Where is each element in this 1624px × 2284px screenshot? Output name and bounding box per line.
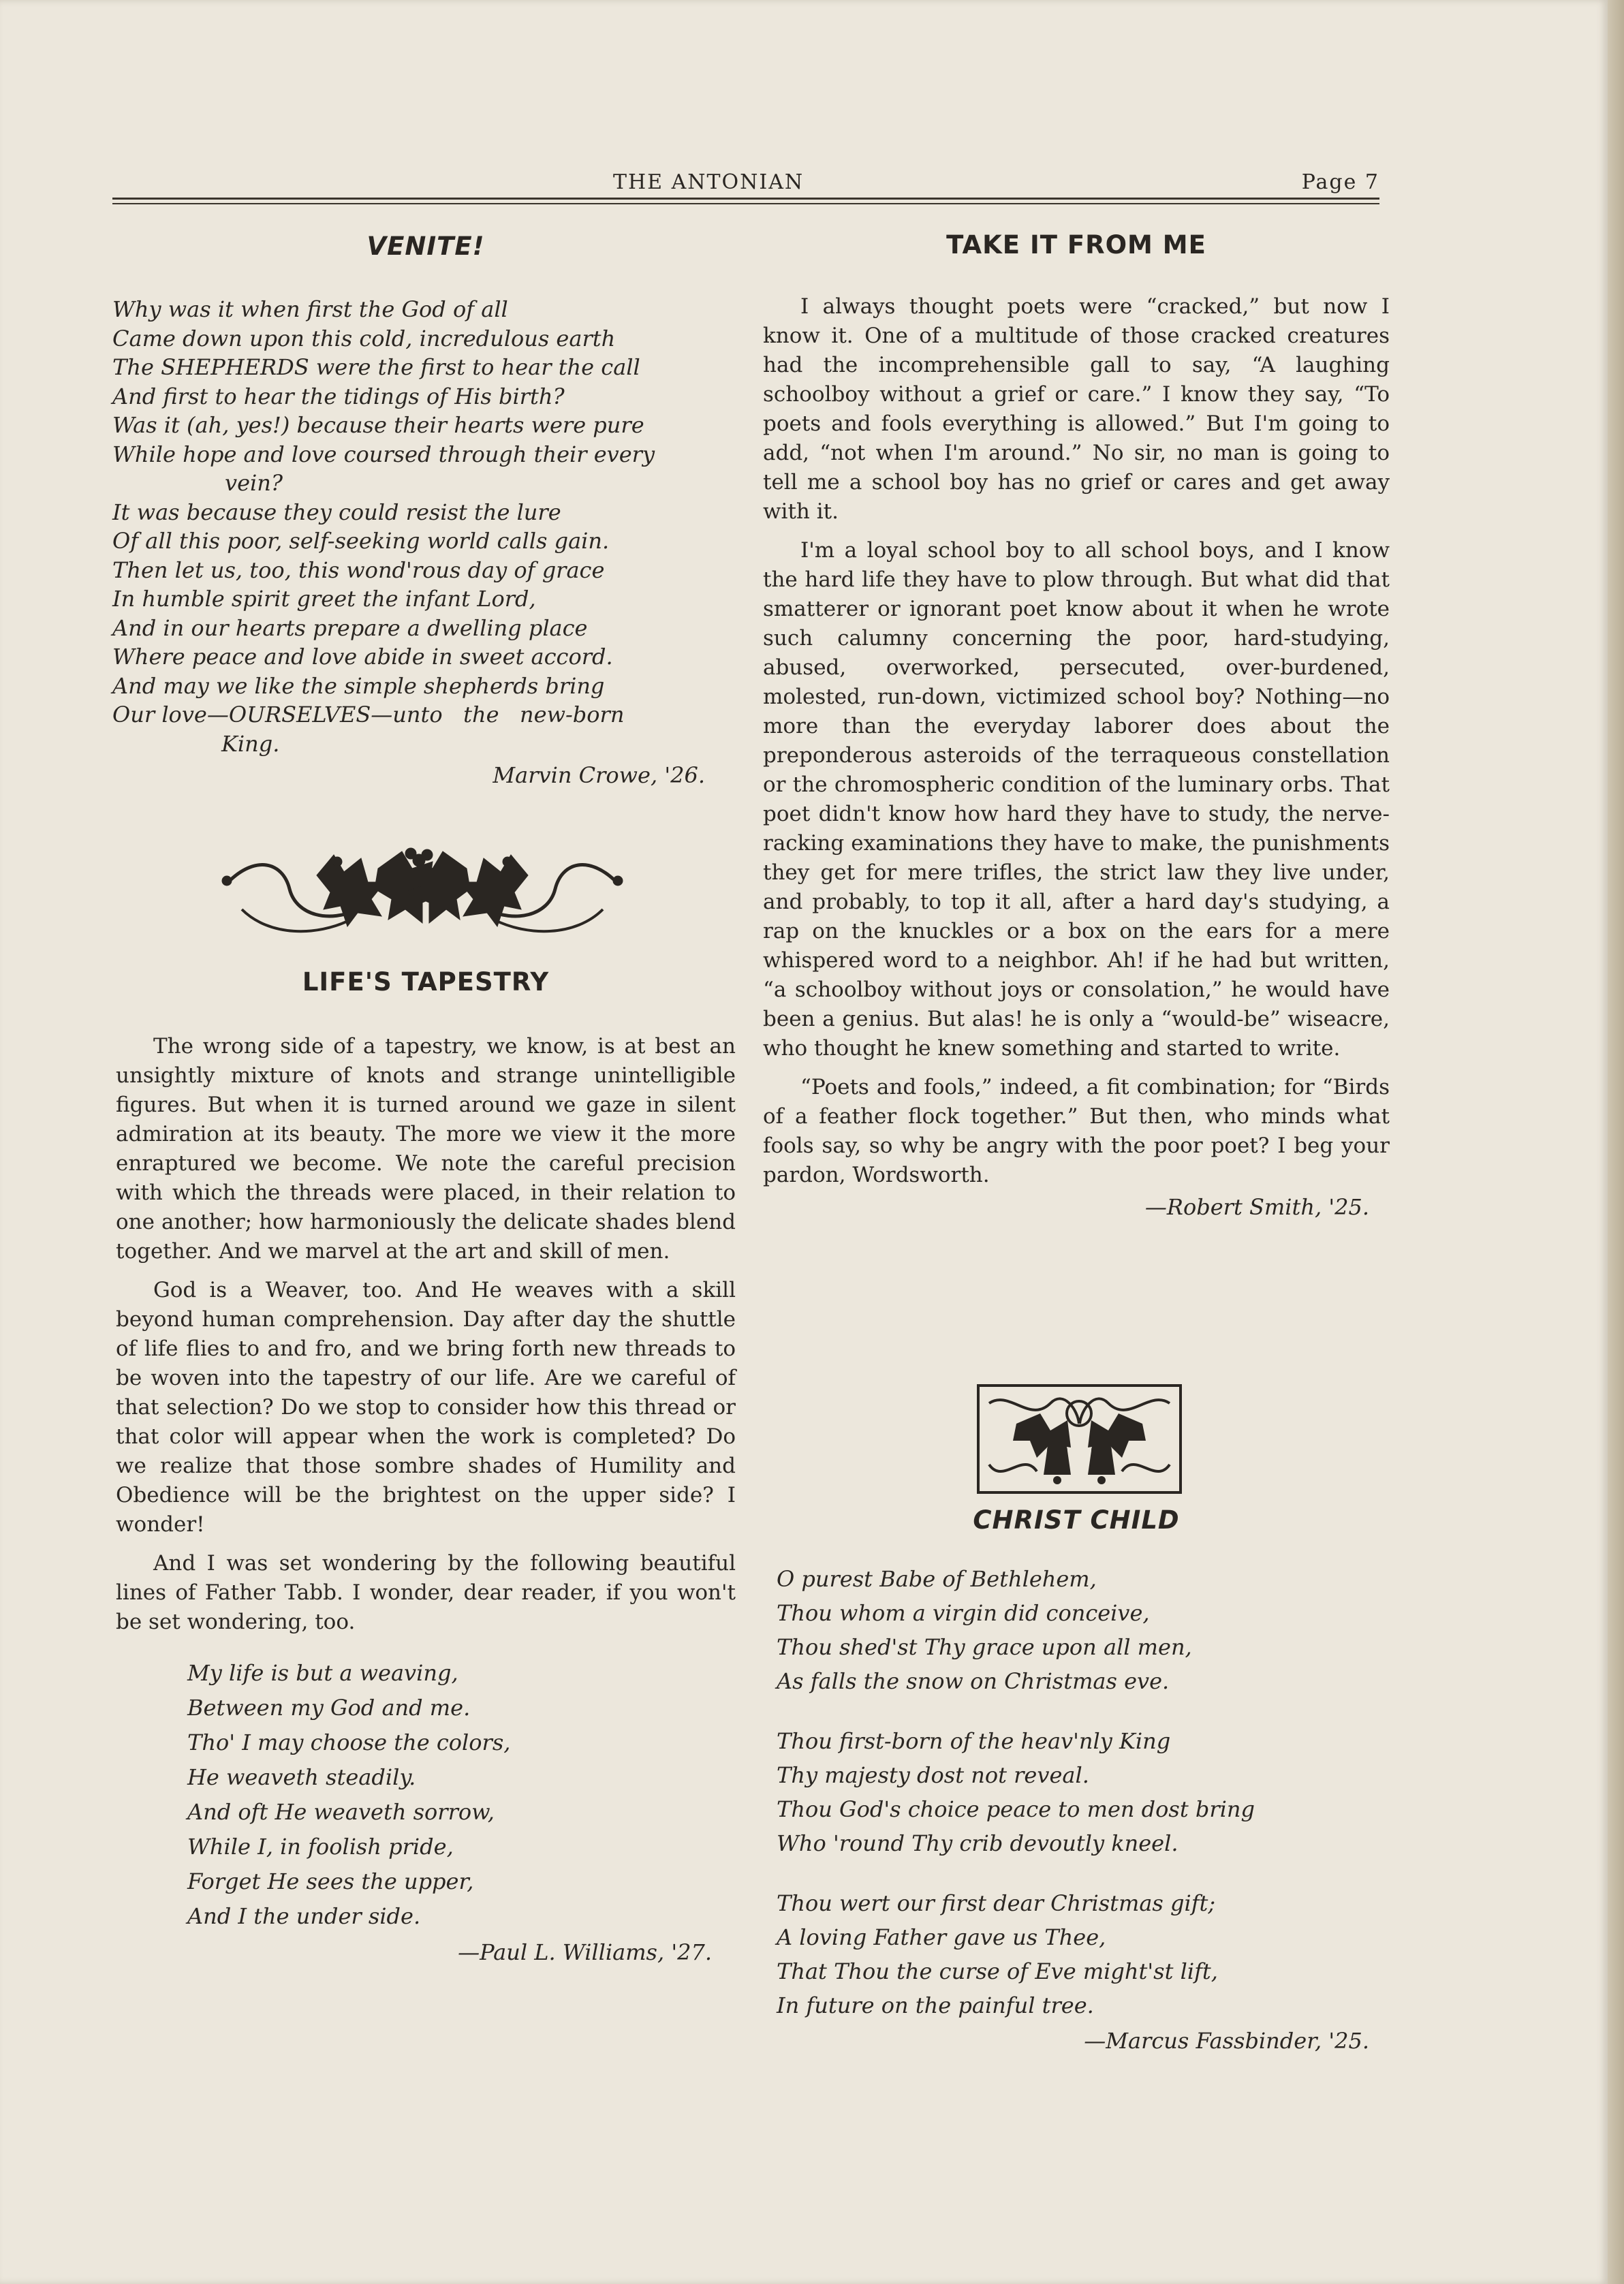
poem-line: It was because they could resist the lure [112,499,561,525]
tapestry-title: LIFE'S TAPESTRY [302,967,550,997]
poem-line: Thou whom a virgin did conceive, [777,1600,1150,1626]
venite-author: Marvin Crowe, '26. [493,762,705,788]
poem-line: And may we like the simple shepherds bring [112,672,605,699]
poem-line: Then let us, too, this wond'rous day of grace [112,557,605,583]
paragraph: The wrong side of a tapestry, we know, is at best an unsightly mixture of knots and strange unintelligible figures. But when it is turned around we gaze in silent admiration at its beauty. The more we view it the more enraptured we become. We note the careful precision with which the threads were placed, in their relation to one another; how harmoniously the delicate shades blend together. And we marvel at the art and skill of men. [116,1034,736,1264]
stanza-break [777,1698,1390,1724]
paragraph: And I was set wondering by the following beautiful lines of Father Tabb. I wonder, dear reader, if you won't be set wondering, too. [116,1551,736,1634]
poem-line: Thou first-born of the heav'nly King [777,1728,1171,1754]
poem-line: Forget He sees the upper, [187,1868,474,1894]
poem-line: Our love—OURSELVES—unto the new-born [112,702,625,728]
poem-line: Where peace and love abide in sweet accord. [112,644,613,670]
christchild-author: —Marcus Fassbinder, '25. [1084,2028,1369,2054]
venite-poem [109,295,743,758]
takeit-title: TAKE IT FROM ME [946,230,1206,260]
left-column [109,218,743,788]
tapestry-author: —Paul L. Williams, '27. [458,1939,712,1965]
poem-line: Came down upon this cold, incredulous earth [112,325,616,351]
publication-name: THE ANTONIAN [613,170,805,194]
poem-line: As falls the snow on Christmas eve. [777,1668,1170,1694]
takeit-author: —Robert Smith, '25. [1144,1194,1369,1220]
poem-line: In humble spirit greet the infant Lord, [112,586,536,612]
poem-line: And I the under side. [187,1903,421,1929]
header-rule-lower [112,203,1379,204]
poem-line: And in our hearts prepare a dwelling place [112,614,588,641]
christchild-poem [763,1562,1390,2022]
paragraph: I always thought poets were “cracked,” but now I know it. One of a multitude of those cracked creatures had the incomprehensible gall to say, “A laughing schoolboy without a grief or care.” I know they say, “To poets and fools everything is allowed.” But I'm going to add, “not when I'm around.” No sir, no man is going to tell me a school boy has no grief or cares and get away with it. [763,294,1390,524]
poem-line: Who 'round Thy crib devoutly kneel. [777,1830,1178,1856]
poem-line: A loving Father gave us Thee, [777,1924,1106,1950]
poem-line: Thou God's choice peace to men dost bring [777,1796,1255,1822]
poem-line: vein? [225,470,283,496]
paragraph: God is a Weaver, too. And He weaves with a skill beyond human comprehension. Day after day the shuttle of life flies to and fro, and we bring forth new threads to be woven into the tapestry of our life. Are we careful of that selection? Do we stop to consider how this thread or that color will appear when the work is completed? Do we realize that those sombre shades of Humility and Obedience will be the brightest on the upper side? I wonder! [116,1278,736,1537]
takeit-body [763,292,1390,1190]
tapestry-article [109,967,743,1965]
poem-line: Thy majesty dost not reveal. [777,1762,1089,1788]
poem-line: Thou wert our first dear Christmas gift; [777,1890,1216,1916]
poem-line: My life is but a weaving, [187,1660,458,1686]
poem-line: Why was it when first the God of all [112,296,508,322]
christchild-title: CHRIST CHILD [973,1505,1180,1535]
poem-line: He weaveth steadily. [187,1764,416,1790]
bells-ornament-icon [975,1383,1183,1495]
christchild-poem-section [763,1505,1390,2054]
page-number: Page 7 [1301,170,1379,194]
page-edge [1608,0,1624,2284]
paragraph: “Poets and fools,” indeed, a fit combination; for “Birds of a feather flock together.” But then, who minds what fools say, so why be angry with the poor poet? I beg your pardon, Wordsworth. [763,1075,1390,1187]
poem-line: Was it (ah, yes!) because their hearts were pure [112,412,644,438]
venite-title: VENITE! [366,232,485,261]
stanza-break [777,1860,1390,1886]
poem-line: While I, in foolish pride, [187,1834,454,1860]
tapestry-body [109,1032,743,1637]
poem-line: Thou shed'st Thy grace upon all men, [777,1634,1192,1660]
poem-line: And first to hear the tidings of His birth? [112,383,565,409]
poem-line: O purest Babe of Bethlehem, [777,1566,1097,1592]
poem-line: King. [221,730,280,757]
header-rule [112,198,1379,200]
paragraph: I'm a loyal school boy to all school boys, and I know the hard life they have to plow through. But what did that smatterer or ignorant poet know about it when he wrote such calumny concerning the poor, hard-studying, abused, overworked, persecuted, over-burdened, molested, run-down, victimized school boy? Nothing—no more than the everyday laborer does about the preponderous asteroids of the terraqueous constellation or the chromospheric condition of the luminary orbs. That poet didn't know how hard they have to study, the nerve-racking examinations they have to make, the punishments they get for mere trifles, the strict law they live under, and probably, to top it all, after a hard day's studying, a rap on the knuckles or a box on the ears for a mere whispered word to a neighbor. Ah! if he had but written, “a schoolboy without joys or consolation,” he would have been a genius. But alas! he is only a “would-be” wiseacre, who thought he knew something and started to write. [763,538,1390,1061]
poem-line: In future on the painful tree. [777,1992,1094,2018]
poem-line: While hope and love coursed through their every [112,441,655,467]
tabb-poem [109,1656,743,1934]
right-column [763,218,1390,1220]
holly-ornament-icon [215,841,630,943]
poem-line: Tho' I may choose the colors, [187,1730,511,1755]
poem-line: The SHEPHERDS were the first to hear the call [112,354,640,380]
poem-line: And oft He weaveth sorrow, [187,1799,495,1825]
poem-line: Of all this poor, self-seeking world calls gain. [112,528,610,554]
poem-line: Between my God and me. [187,1695,471,1721]
poem-line: That Thou the curse of Eve might'st lift, [777,1958,1218,1984]
